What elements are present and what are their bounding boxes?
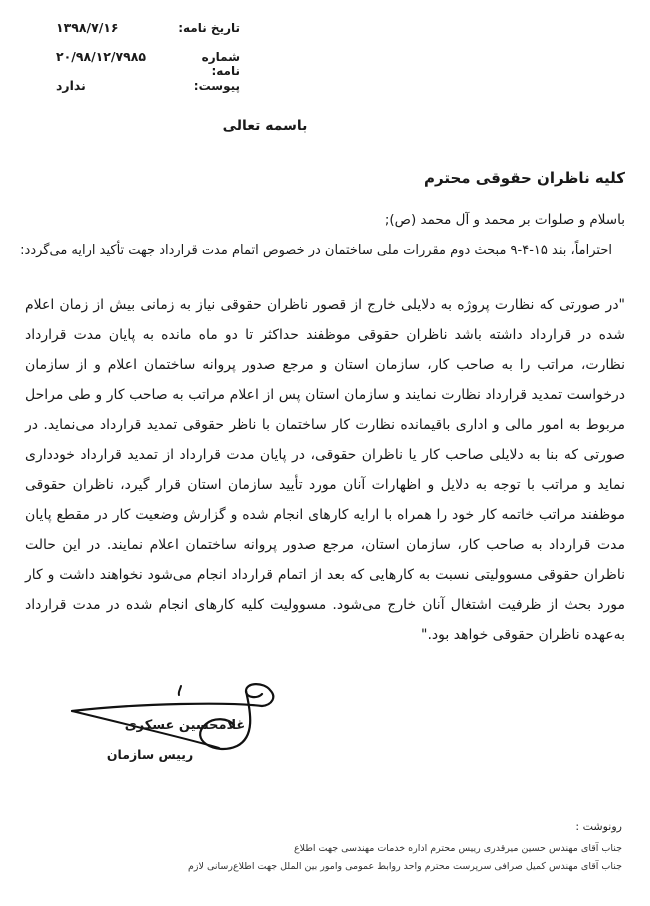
letter-date-label: تاریخ نامه: bbox=[178, 21, 240, 35]
letter-attachment-row bbox=[28, 78, 240, 107]
cc-item: جناب آقای مهندس کمیل صرافی سرپرست محترم واحد روابط عمومی وامور بین الملل جهت اطلاع‌رسانی لازم bbox=[188, 860, 622, 872]
letter-date-value: ۱۳۹۸/۷/۱۶ bbox=[56, 20, 119, 35]
cc-label: رونوشت : bbox=[575, 820, 622, 833]
letter-body-paragraph: "در صورتی که نظارت پروژه به دلایلی خارج از قصور ناظران حقوقی نیاز به زمانی بیش از زمان اعلام شده در قرارداد داشته باشد ناظران حقوقی موظفند حداکثر تا دو ماه مانده به پایان مدت قرارداد نظارت، مراتب را به صاحب کار، سازمان استان و مرجع صدور پروانه ساختمان اعلام و از سازمان درخواست تمدید قرارداد نظارت نمایند و سازمان استان پس از اعلام مراتب به صاحب کار و طی مراحل مربوط به امور مالی و اداری باقیمانده نظارت کار ساختمان با ناظر حقوقی تمدید قرارداد می‌نماید. در صورتی که بنا به دلایلی صاحب کار یا ناظران حقوقی، در پایان مدت قرارداد از تمدید قرارداد خودداری نماید و مراتب با توجه به دلایل و اظهارات آنان مورد تأیید سازمان استان قرار گیرد، ناظران حقوقی موظفند مراتب خاتمه کار خود را همراه با ارایه کارهای انجام شده و گزارش وضعیت کار در مقطع پایان مدت قرارداد به صاحب کار، سازمان استان، مرجع صدور پروانه ساختمان اعلام نمایند. در این حالت ناظران حقوقی مسوولیتی نسبت به کارهایی که بعد از اتمام قرارداد انجام می‌شود نخواهند داشت و کار مورد بحث از ظرفیت اشتغال آنان خارج می‌شود. مسوولیت کلیه کارهای انجام شده در مدت قرارداد به‌عهده ناظران حقوقی خواهد بود." bbox=[25, 297, 625, 643]
cc-list bbox=[25, 840, 622, 875]
recipient-heading: کلیه ناظران حقوقی محترم bbox=[424, 169, 625, 187]
letter-attachment-value: ندارد bbox=[56, 78, 86, 93]
basmala: باسمه تعالی bbox=[222, 118, 308, 134]
letter-attachment-label: پیوست: bbox=[193, 79, 240, 93]
letter-date-row bbox=[28, 20, 240, 49]
cc-item: جناب آقای مهندس حسین میرقدری رییس محترم اداره خدمات مهندسی جهت اطلاع bbox=[293, 843, 622, 854]
salutation-line: باسلام و صلوات بر محمد و آل محمد (ص); bbox=[384, 212, 625, 228]
letter-number-value: ۲۰/۹۸/۱۲/۷۹۸۵ bbox=[56, 49, 146, 64]
signatory-name: غلامحسین عسکری bbox=[124, 718, 246, 733]
intro-line: احتراماً، بند ۱۵-۴-۹ مبحث دوم مقررات ملی ساختمان در خصوص اتمام مدت قرارداد جهت تأکید ارایه می‌گردد: bbox=[20, 243, 612, 258]
letter-number-label: شماره نامه: bbox=[201, 50, 240, 78]
signatory-title: رییس سازمان bbox=[106, 747, 194, 762]
letter-meta bbox=[28, 20, 240, 107]
letter-number-row bbox=[28, 49, 240, 78]
